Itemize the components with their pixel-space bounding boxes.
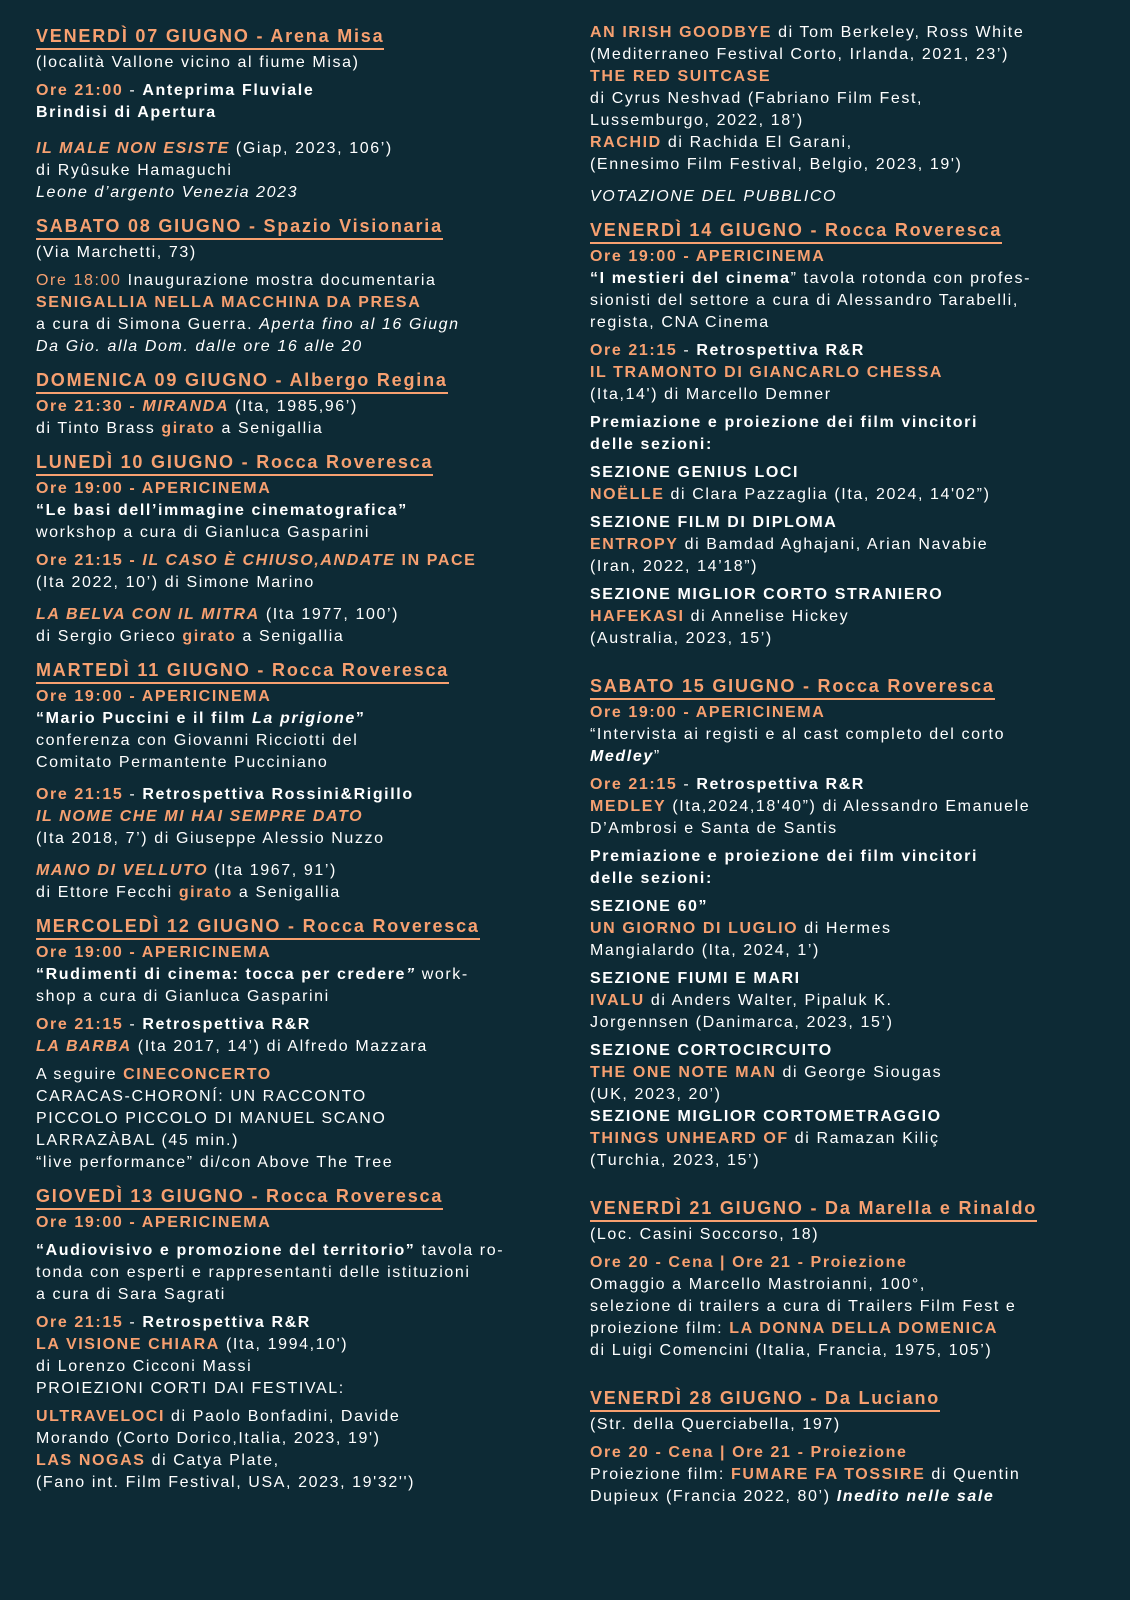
program-line — [36, 1472, 576, 1494]
event-date-header: MARTEDÌ 11 GIUGNO - Rocca Roveresca — [36, 660, 449, 684]
text-segment: Inaugurazione mostra documentaria — [121, 272, 437, 289]
text-segment: selezione di trailers a cura di Trailers Film Fest e — [590, 1298, 1017, 1315]
text-segment: girato — [178, 884, 233, 901]
text-segment: FUMARE FA TOSSIRE — [731, 1466, 926, 1483]
text-segment: (Ennesimo Film Festival, Belgio, 2023, 19') — [590, 156, 963, 173]
text-segment: di Hermes — [798, 920, 892, 937]
text-segment: (Ita 1977, 100’) — [259, 606, 400, 623]
program-line — [590, 1340, 1110, 1362]
text-segment: (località Vallone vicino al fiume Misa) — [36, 54, 360, 71]
program-line — [590, 1150, 1110, 1172]
program-line — [36, 964, 576, 986]
program-line — [590, 1128, 1110, 1150]
text-segment: LA BELVA CON IL MITRA — [36, 606, 260, 623]
event-date-header: VENERDÌ 28 GIUGNO - Da Luciano — [590, 1388, 940, 1412]
text-segment: Ore 21:15 — [36, 1016, 124, 1033]
program-line — [36, 1356, 576, 1378]
text-segment: (Ita 1967, 91’) — [208, 862, 337, 879]
text-segment: delle sezioni: — [590, 870, 713, 887]
text-segment: D’Ambrosi e Santa de Santis — [590, 820, 838, 837]
program-line — [36, 1014, 576, 1036]
event-date-header: VENERDÌ 21 GIUGNO - Da Marella e Rinaldo — [590, 1198, 1037, 1222]
text-segment: Ore 21:00 — [36, 82, 124, 99]
text-segment: (Giap, 2023, 106’) — [229, 140, 393, 157]
program-line — [36, 1152, 576, 1174]
text-segment: THE ONE NOTE MAN — [590, 1064, 777, 1081]
text-segment: shop a cura di Gianluca Gasparini — [36, 988, 330, 1005]
text-segment: di Luigi Comencini (Italia, Francia, 1975, 105’) — [590, 1342, 993, 1359]
program-line — [590, 918, 1110, 940]
program-line — [36, 1064, 576, 1086]
program-line — [36, 336, 576, 358]
program-line — [36, 396, 576, 418]
text-segment: Ore 21:15 - — [36, 552, 143, 569]
program-line — [590, 44, 1110, 66]
program-line — [590, 1486, 1110, 1508]
text-segment: Ore 19:00 - APERICINEMA — [590, 704, 826, 721]
program-line — [36, 478, 576, 500]
program-line — [590, 1274, 1110, 1296]
text-segment: Ore 21:30 - — [36, 398, 143, 415]
text-segment: di Rachida El Garani, — [661, 134, 853, 151]
text-segment: IL TRAMONTO DI GIANCARLO CHESSA — [590, 364, 944, 381]
program-line — [590, 1106, 1110, 1128]
text-segment: - — [123, 1314, 143, 1331]
text-segment: Ore 19:00 - APERICINEMA — [36, 1214, 272, 1231]
text-segment: di Clara Pazzaglia (Ita, 2024, 14'02”) — [664, 486, 991, 503]
program-line — [590, 412, 1110, 434]
text-segment: Ore 21:15 — [590, 342, 678, 359]
text-segment: IN PACE — [395, 552, 477, 569]
program-line — [36, 882, 576, 904]
program-line — [36, 730, 576, 752]
program-line — [36, 522, 576, 544]
program-line — [36, 242, 576, 264]
text-segment: IL NOME CHE MI HAI SEMPRE DATO — [36, 808, 364, 825]
program-line — [36, 986, 576, 1008]
program-line — [590, 584, 1110, 606]
text-segment: Ore 20 - Cena | Ore 21 - Proiezione — [590, 1254, 908, 1271]
text-segment: LA BARBA — [36, 1038, 132, 1055]
text-segment: girato — [182, 628, 237, 645]
program-line — [36, 860, 576, 882]
text-segment: Proiezione film: — [590, 1466, 732, 1483]
text-segment: Lussemburgo, 2022, 18’) — [590, 112, 804, 129]
program-line — [590, 896, 1110, 918]
program-line — [36, 160, 576, 182]
program-line — [590, 534, 1110, 556]
text-segment: di Ramazan Kiliç — [788, 1130, 940, 1147]
text-segment: Comitato Permantente Pucciniano — [36, 754, 329, 771]
text-segment: IL CASO È CHIUSO,ANDATE — [142, 552, 396, 569]
text-segment: a Senigallia — [232, 884, 341, 901]
program-line — [590, 462, 1110, 484]
text-segment: (Ita, 1985,96’) — [229, 398, 358, 415]
text-segment: conferenza con Giovanni Ricciotti del — [36, 732, 359, 749]
text-segment: (Loc. Casini Soccorso, 18) — [590, 1226, 820, 1243]
event-date-header: DOMENICA 09 GIUGNO - Albergo Regina — [36, 370, 448, 394]
program-line — [36, 1212, 576, 1234]
program-line — [590, 132, 1110, 154]
text-segment: MIRANDA — [142, 398, 230, 415]
text-segment: di Sergio Grieco — [36, 628, 183, 645]
program-line — [590, 1062, 1110, 1084]
text-segment: CINECONCERTO — [123, 1066, 272, 1083]
event-date-header: SABATO 08 GIUGNO - Spazio Visionaria — [36, 216, 443, 240]
text-segment: ” — [355, 710, 366, 727]
text-segment: “live performance” di/con Above The Tree — [36, 1154, 394, 1171]
program-line — [590, 702, 1110, 724]
event-section — [590, 1198, 1110, 1376]
text-segment: di Bamdad Aghajani, Arian Navabie — [678, 536, 989, 553]
text-segment: Dupieux (Francia 2022, 80’) — [590, 1488, 837, 1505]
event-date-header: MERCOLEDÌ 12 GIUGNO - Rocca Roveresca — [36, 916, 480, 940]
text-segment: LAS NOGAS — [36, 1452, 146, 1469]
text-segment: ENTROPY — [590, 536, 679, 553]
program-line — [590, 1414, 1110, 1436]
program-line — [590, 246, 1110, 268]
text-segment: SEZIONE MIGLIOR CORTOMETRAGGIO — [590, 1108, 942, 1125]
text-segment: delle sezioni: — [590, 436, 713, 453]
text-segment: workshop a cura di Gianluca Gasparini — [36, 524, 371, 541]
program-line — [590, 1464, 1110, 1486]
text-segment: Ore 19:00 - APERICINEMA — [36, 944, 272, 961]
program-line — [590, 362, 1110, 384]
program-line — [590, 512, 1110, 534]
program-line — [36, 806, 576, 828]
program-line — [590, 1442, 1110, 1464]
event-section — [36, 1186, 576, 1494]
text-segment: Omaggio a Marcello Mastroianni, 100°, — [590, 1276, 926, 1293]
program-line — [36, 1406, 576, 1428]
program-line — [590, 1084, 1110, 1106]
program-line — [36, 626, 576, 648]
event-section — [36, 26, 576, 204]
text-segment: Retrospettiva R&R — [696, 776, 865, 793]
program-line — [36, 1036, 576, 1058]
program-line — [590, 868, 1110, 890]
event-section — [36, 916, 576, 1174]
text-segment: Da Gio. alla Dom. dalle ore 16 alle 20 — [36, 338, 363, 355]
text-segment: IVALU — [590, 992, 645, 1009]
left-column — [36, 26, 576, 1494]
text-segment: “I mestieri del cinema — [590, 270, 791, 287]
program-line — [36, 314, 576, 336]
program-line — [36, 1130, 576, 1152]
text-segment: work- — [415, 966, 469, 983]
text-segment: Leone d’argento Venezia 2023 — [36, 184, 299, 201]
program-line — [36, 1334, 576, 1356]
text-segment: LA DONNA DELLA DOMENICA — [729, 1320, 999, 1337]
text-segment: HAFEKASI — [590, 608, 685, 625]
text-segment: Ore 21:15 — [590, 776, 678, 793]
program-line — [590, 556, 1110, 578]
text-segment: Medley — [590, 748, 654, 765]
event-section — [590, 1388, 1110, 1508]
text-segment: Ore 20 - Cena | Ore 21 - Proiezione — [590, 1444, 908, 1461]
program-line — [36, 1312, 576, 1334]
text-segment: di Annelise Hickey — [684, 608, 850, 625]
program-line — [590, 746, 1110, 768]
text-segment: di George Siougas — [776, 1064, 943, 1081]
program-line — [36, 1284, 576, 1306]
program-line — [590, 1012, 1110, 1034]
text-segment: - — [677, 776, 697, 793]
text-segment: (Str. della Querciabella, 197) — [590, 1416, 841, 1433]
program-line — [36, 292, 576, 314]
text-segment: (Iran, 2022, 14’18”) — [590, 558, 759, 575]
text-segment: Ore 18:00 — [36, 272, 122, 289]
event-date-header: VENERDÌ 14 GIUGNO - Rocca Roveresca — [590, 220, 1002, 244]
text-segment: di Ettore Fecchi — [36, 884, 179, 901]
program-line — [590, 846, 1110, 868]
program-line — [590, 340, 1110, 362]
program-line — [590, 990, 1110, 1012]
text-segment: a cura di Sara Sagrati — [36, 1286, 226, 1303]
text-segment: “Le basi dell’immagine cinematografica” — [36, 502, 408, 519]
text-segment: (UK, 2023, 20’) — [590, 1086, 722, 1103]
text-segment: proiezione film: — [590, 1320, 730, 1337]
program-line — [36, 80, 576, 102]
program-line — [36, 604, 576, 626]
text-segment: di Ryûsuke Hamaguchi — [36, 162, 233, 179]
text-segment: girato — [161, 420, 216, 437]
text-segment: VOTAZIONE DEL PUBBLICO — [590, 188, 838, 205]
program-line — [590, 1040, 1110, 1062]
text-segment: (Turchia, 2023, 15’) — [590, 1152, 761, 1169]
event-date-header: GIOVEDÌ 13 GIUGNO - Rocca Roveresca — [36, 1186, 443, 1210]
text-segment: MANO DI VELLUTO — [36, 862, 209, 879]
text-segment: (Fano int. Film Festival, USA, 2023, 19'32'') — [36, 1474, 416, 1491]
text-segment: Ore 21:15 — [36, 1314, 124, 1331]
program-line — [36, 550, 576, 572]
text-segment: Jorgennsen (Danimarca, 2023, 15’) — [590, 1014, 894, 1031]
program-line — [590, 22, 1110, 44]
program-line — [590, 290, 1110, 312]
text-segment: “Rudimenti di cinema: tocca per credere — [36, 966, 407, 983]
text-segment: Retrospettiva R&R — [142, 1314, 311, 1331]
text-segment: PICCOLO PICCOLO DI MANUEL SCANO — [36, 1110, 387, 1127]
program-line — [590, 1318, 1110, 1340]
text-segment: (Australia, 2023, 15’) — [590, 630, 773, 647]
text-segment: SEZIONE FIUMI E MARI — [590, 970, 801, 987]
program-line — [590, 154, 1110, 176]
text-segment: Aperta fino al 16 Giugn — [259, 316, 460, 333]
event-section — [36, 452, 576, 648]
program-line — [590, 796, 1110, 818]
program-line — [590, 1252, 1110, 1274]
text-segment: di Tinto Brass — [36, 420, 162, 437]
text-segment: Ore 21:15 — [36, 786, 124, 803]
program-line — [36, 1378, 576, 1400]
text-segment: (Ita, 1994,10') — [219, 1336, 349, 1353]
text-segment: Morando (Corto Dorico,Italia, 2023, 19') — [36, 1430, 381, 1447]
text-segment: a Senigallia — [236, 628, 345, 645]
text-segment: RACHID — [590, 134, 662, 151]
program-line — [590, 774, 1110, 796]
program-line — [36, 270, 576, 292]
text-segment: NOËLLE — [590, 486, 665, 503]
text-segment: ” tavola rotonda con profes- — [790, 270, 1032, 287]
program-line — [36, 1086, 576, 1108]
program-line — [36, 182, 576, 204]
program-line — [36, 784, 576, 806]
program-line — [36, 708, 576, 730]
text-segment: tavola ro- — [415, 1242, 505, 1259]
text-segment: SEZIONE 60” — [590, 898, 709, 915]
program-line — [36, 418, 576, 440]
program-line — [590, 484, 1110, 506]
text-segment: IL MALE NON ESISTE — [36, 140, 230, 157]
event-section — [36, 370, 576, 440]
text-segment: Ore 19:00 - APERICINEMA — [590, 248, 826, 265]
text-segment: UN GIORNO DI LUGLIO — [590, 920, 799, 937]
text-segment: Brindisi di Apertura — [36, 104, 217, 121]
program-line — [36, 102, 576, 124]
text-segment: Retrospettiva R&R — [696, 342, 865, 359]
program-line — [590, 66, 1110, 88]
text-segment: LARRAZÀBAL (45 min.) — [36, 1132, 240, 1149]
event-section — [590, 22, 1110, 208]
text-segment: di Catya Plate, — [145, 1452, 280, 1469]
program-line — [590, 312, 1110, 334]
program-line — [36, 828, 576, 850]
text-segment: (Ita,14') di Marcello Demner — [590, 386, 832, 403]
program-line — [36, 1240, 576, 1262]
right-column — [590, 22, 1110, 1508]
text-segment: MEDLEY — [590, 798, 667, 815]
text-segment: - — [123, 82, 143, 99]
text-segment: Retrospettiva R&R — [142, 1016, 311, 1033]
program-line — [590, 1296, 1110, 1318]
text-segment: - — [123, 1016, 143, 1033]
text-segment: Mangialardo (Ita, 2024, 1’) — [590, 942, 820, 959]
text-segment: - — [677, 342, 697, 359]
program-line — [36, 686, 576, 708]
text-segment: SEZIONE FILM DI DIPLOMA — [590, 514, 838, 531]
program-line — [36, 1108, 576, 1130]
text-segment: PROIEZIONI CORTI DAI FESTIVAL: — [36, 1380, 345, 1397]
text-segment: di Paolo Bonfadini, Davide — [165, 1408, 401, 1425]
program-line — [36, 500, 576, 522]
text-segment: (Ita,2024,18'40”) di Alessandro Emanuele — [666, 798, 1031, 815]
text-segment: LA VISIONE CHIARA — [36, 1336, 220, 1353]
event-date-header: LUNEDÌ 10 GIUGNO - Rocca Roveresca — [36, 452, 433, 476]
text-segment: SEZIONE CORTOCIRCUITO — [590, 1042, 833, 1059]
text-segment: sionisti del settore a cura di Alessandro Tarabelli, — [590, 292, 1019, 309]
program-line — [590, 606, 1110, 628]
text-segment: AN IRISH GOODBYE — [590, 24, 773, 41]
text-segment: ULTRAVELOCI — [36, 1408, 165, 1425]
text-segment: (Ita 2017, 14’) di Alfredo Mazzara — [131, 1038, 428, 1055]
text-segment: “Mario Puccini e il film — [36, 710, 253, 727]
text-segment: SENIGALLIA NELLA MACCHINA DA PRESA — [36, 294, 422, 311]
text-segment: ” — [653, 748, 661, 765]
program-line — [590, 818, 1110, 840]
text-segment: regista, CNA Cinema — [590, 314, 770, 331]
program-line — [36, 138, 576, 160]
event-date-header: SABATO 15 GIUGNO - Rocca Roveresca — [590, 676, 995, 700]
program-line — [36, 1262, 576, 1284]
text-segment: ” — [406, 966, 416, 983]
text-segment: THE RED SUITCASE — [590, 68, 772, 85]
event-section — [590, 220, 1110, 664]
program-line — [590, 628, 1110, 650]
text-segment: di Lorenzo Cicconi Massi — [36, 1358, 253, 1375]
text-segment: THINGS UNHEARD OF — [590, 1130, 789, 1147]
text-segment: di Tom Berkeley, Ross White — [772, 24, 1025, 41]
program-line — [590, 110, 1110, 132]
text-segment: “Intervista ai registi e al cast completo del corto — [590, 726, 1006, 743]
program-line — [590, 1224, 1110, 1246]
program-line — [590, 384, 1110, 406]
text-segment: a Senigallia — [215, 420, 324, 437]
text-segment: Inedito nelle sale — [836, 1488, 995, 1505]
text-segment: SEZIONE MIGLIOR CORTO STRANIERO — [590, 586, 944, 603]
text-segment: Retrospettiva Rossini&Rigillo — [142, 786, 414, 803]
text-segment: Ore 19:00 - APERICINEMA — [36, 688, 272, 705]
program-line — [36, 52, 576, 74]
text-segment: - — [123, 786, 143, 803]
event-section — [36, 216, 576, 358]
program-line — [590, 434, 1110, 456]
text-segment: (Ita 2022, 10’) di Simone Marino — [36, 574, 315, 591]
text-segment: “Audiovisivo e promozione del territorio” — [36, 1242, 416, 1259]
event-section — [36, 660, 576, 904]
text-segment: Ore 19:00 - APERICINEMA — [36, 480, 272, 497]
text-segment: (Via Marchetti, 73) — [36, 244, 197, 261]
program-line — [590, 724, 1110, 746]
text-segment: di Cyrus Neshvad (Fabriano Film Fest, — [590, 90, 924, 107]
text-segment: Premiazione e proiezione dei film vincitori — [590, 848, 978, 865]
program-line — [590, 268, 1110, 290]
text-segment: Premiazione e proiezione dei film vincitori — [590, 414, 978, 431]
program-line — [590, 88, 1110, 110]
text-segment: A seguire — [36, 1066, 124, 1083]
text-segment: CARACAS-CHORONÍ: UN RACCONTO — [36, 1088, 367, 1105]
text-segment: tonda con esperti e rappresentanti delle istituzioni — [36, 1264, 471, 1281]
text-segment: SEZIONE GENIUS LOCI — [590, 464, 800, 481]
text-segment: (Mediterraneo Festival Corto, Irlanda, 2021, 23’) — [590, 46, 1010, 63]
event-section — [590, 676, 1110, 1186]
event-date-header: VENERDÌ 07 GIUGNO - Arena Misa — [36, 26, 384, 50]
program-line — [590, 968, 1110, 990]
program-line — [36, 572, 576, 594]
text-segment: di Quentin — [925, 1466, 1021, 1483]
program-line — [36, 1450, 576, 1472]
program-line — [590, 186, 1110, 208]
text-segment: La prigione — [252, 710, 356, 727]
program-line — [590, 940, 1110, 962]
text-segment: Anteprima Fluviale — [142, 82, 315, 99]
text-segment: a cura di Simona Guerra. — [36, 316, 260, 333]
program-line — [36, 942, 576, 964]
program-line — [36, 1428, 576, 1450]
text-segment: (Ita 2018, 7’) di Giuseppe Alessio Nuzzo — [36, 830, 385, 847]
text-segment: di Anders Walter, Pipaluk K. — [644, 992, 893, 1009]
program-line — [36, 752, 576, 774]
